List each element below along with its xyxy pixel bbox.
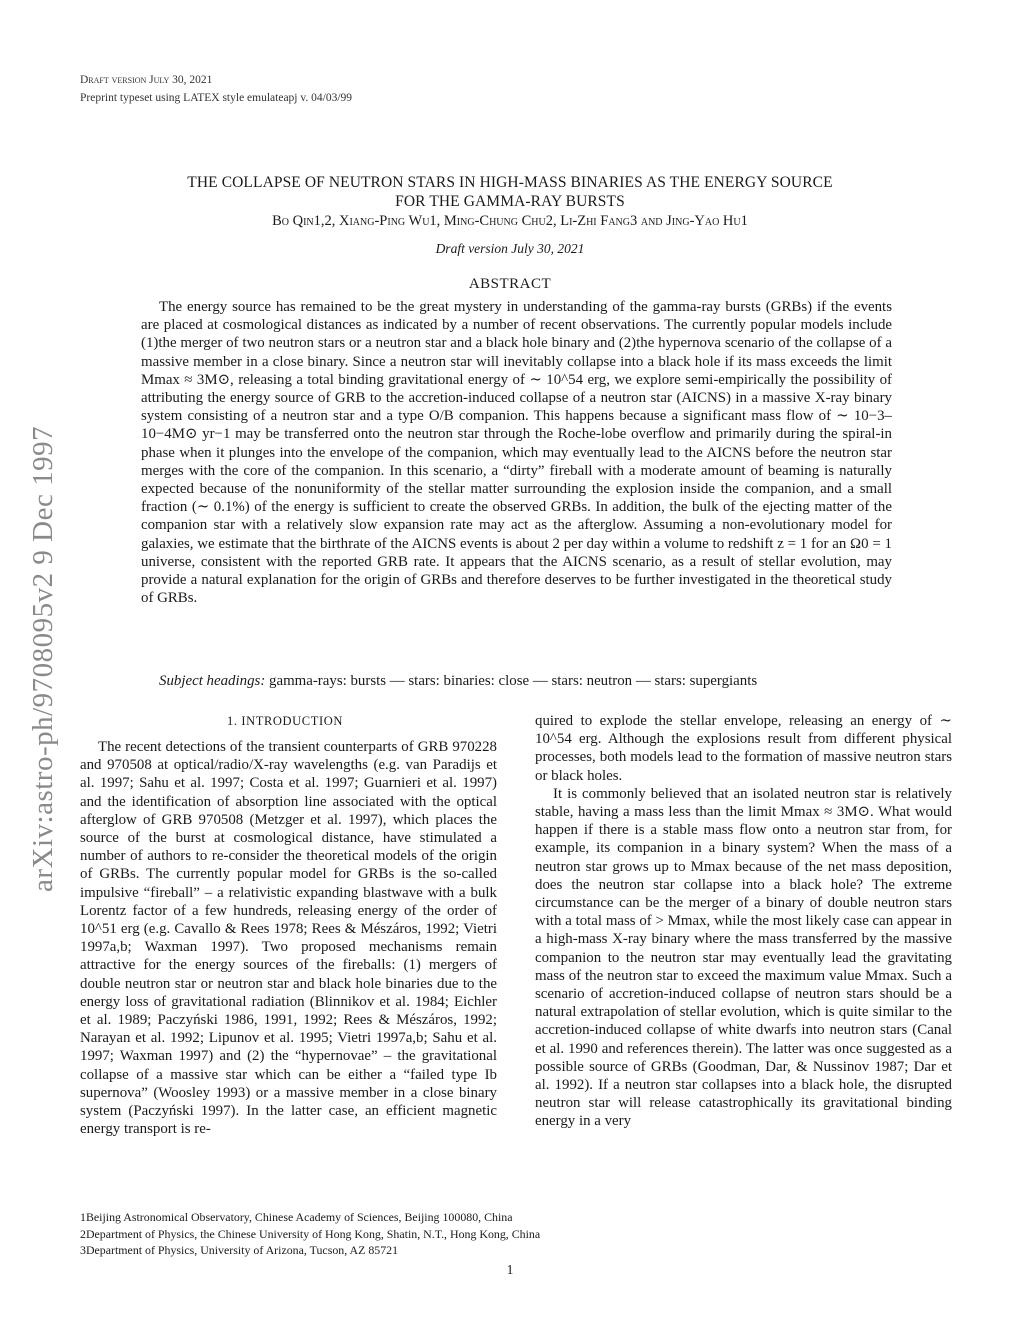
intro-paragraph-2: It is commonly believed that an isolated neutron star is relatively stable, having a mass less than the limit Mmax ≈ 3M⊙. What would happen if there is a stable mass flow onto a neutron star from, for example, its companion in a binary system? When the mass of a neutron star grows up to Mmax because of the net mass deposition, does the neutron star collapse into a black hole? The extreme circumstance can be the merger of a binary of double neutron stars with a total mass of > Mmax, while the most likely case can appear in a high-mass X-ray binary where the mass transferred by the massive companion to the neutron star may eventually lead the gravitating mass of the neutron star to exceed the maximum value Mmax. Such a scenario of accretion-induced collapse of neutron stars should be a natural extrapolation of stellar evolution, which is quite similar to the accretion-induced collapse of white dwarfs into neutron stars (Canal et al. 1990 and references therein). The latter was once suggested as a possible source of GRBs (Goodman, Dar, & Nussinov 1987; Dar et al. 1992). If a neutron star collapses into a black hole, the disrupted neutron star will release catastrophically its gravitational binding energy in a very — [535, 785, 952, 1130]
page-number: 1 — [506, 1262, 514, 1277]
footnotes — [80, 1209, 940, 1259]
intro-paragraph-continued: quired to explode the stellar envelope, releasing an energy of ∼ 10^54 erg. Although the explosions result from different physical processes, both models lead to the formation of massive neutron stars or black holes. — [535, 713, 952, 784]
paper-title-line2: FOR THE GAMMA-RAY BURSTS — [395, 193, 625, 210]
paper-date: Draft version July 30, 2021 — [435, 241, 585, 256]
arxiv-stamp-text: arXiv:astro-ph/9708095v2 9 Dec 1997 — [27, 425, 59, 892]
abstract-heading: ABSTRACT — [468, 276, 552, 292]
running-header-preprint: Preprint typeset using LATEX style emulateapj v. 04/03/99 — [80, 92, 353, 104]
abstract-body: The energy source has remained to be the great mystery in understanding of the gamma-ray bursts (GRBs) if the events are placed at cosmological distances as indicated by a number of recent observations. The currently popular models include (1)the merger of two neutron stars or a neutron star and a black hole binary and (2)the hypernova scenario of the collapse of a massive member in a close binary. Since a neutron star will inevitably collapse into a black hole if its mass exceeds the limit Mmax ≈ 3M⊙, releasing a total binding gravitational energy of ∼ 10^54 erg, we explore semi-empirically the possibility of attributing the energy source of GRB to the accretion-induced collapse of a neutron star (AICNS) in a massive X-ray binary system consisting of a neutron star and a type O/B companion. This happens because a significant mass flow of ∼ 10−3–10−4M⊙ yr−1 may be transferred onto the neutron star through the Roche-lobe overflow and primarily during the spiral-in phase when it plunges into the envelope of the companion, which may eventually lead to the AICNS before the neutron star merges with the core of the companion. In this scenario, a “dirty” fireball with a moderate amount of beaming is naturally expected because of the nonuniformity of the stellar matter surrounding the explosion inside the companion, and a small fraction (∼ 0.1%) of the energy is sufficient to create the observed GRBs. In addition, the bulk of the ejecting matter of the companion star with a relatively slow expansion rate may act as the afterglow. Assuming a non-evolutionary model for galaxies, we estimate that the birthrate of the AICNS events is about 2 per day within a volume to redshift z = 1 for an Ω0 = 1 universe, consistent with the reported GRB rate. It appears that the AICNS scenario, as a result of stellar evolution, may provide a natural explanation for the origin of GRBs and therefore deserves to be further investigated in the theoretical study of GRBs. — [141, 299, 892, 607]
author-list: Bo Qin1,2, Xiang-Ping Wu1, Ming-Chung Chu2, Li-Zhi Fang3 and Jing-Yao Hu1 — [272, 213, 748, 229]
right-column — [535, 712, 952, 1131]
subject-headings — [141, 672, 892, 690]
arxiv-stamp — [22, 340, 62, 900]
footnote-3: 3Department of Physics, University of Arizona, Tucson, AZ 85721 — [80, 1243, 399, 1257]
subject-headings-list: gamma-rays: bursts — stars: binaries: close — stars: neutron — stars: supergiants — [269, 673, 758, 689]
subject-headings-label: Subject headings: — [159, 673, 266, 689]
intro-paragraph-1: The recent detections of the transient counterparts of GRB 970228 and 970508 at optical/radio/X-ray wavelengths (e.g. van Paradijs et al. 1997; Sahu et al. 1997; Costa et al. 1997; Guarnieri et al. 1997) and the identification of absorption line associated with the optical afterglow of GRB 970508 (Metzger et al. 1997), which places the source of the burst at cosmological distance, have stimulated a number of authors to re-consider the theoretical models of the origin of GRBs. The currently popular model for GRBs is the so-called impulsive “fireball” – a relativistic expanding blastwave with a bulk Lorentz factor of a few hundreds, releasing energy of the order of 10^51 erg (e.g. Cavallo & Rees 1978; Rees & Mészáros, 1992; Vietri 1997a,b; Waxman 1997). Two proposed mechanisms remain attractive for the energy sources of the fireballs: (1) mergers of double neutron star or neutron star and black hole binaries due to the energy loss of gravitational radiation (Blinnikov et al. 1984; Eichler et al. 1989; Paczyński 1986, 1991, 1992; Rees & Mészáros, 1992; Narayan et al. 1992; Lipunov et al. 1995; Vietri 1997a,b; Sahu et al. 1997; Waxman 1997) and (2) the “hypernovae” – the gravitational collapse of a massive star which can be either a “failed type Ib supernova” (Woosley 1993) or a massive member in a close binary system (Paczyński 1997). In the latter case, an efficient magnetic energy transport is re- — [80, 739, 497, 1138]
section-heading-introduction: 1. INTRODUCTION — [227, 714, 343, 728]
footnote-2: 2Department of Physics, the Chinese University of Hong Kong, Shatin, N.T., Hong Kong, China — [80, 1226, 541, 1241]
footnote-1: 1Beijing Astronomical Observatory, Chinese Academy of Sciences, Beijing 100080, China — [80, 1210, 513, 1224]
left-column — [80, 738, 497, 1138]
paper-title-line1: THE COLLAPSE OF NEUTRON STARS IN HIGH-MASS BINARIES AS THE ENERGY SOURCE — [187, 174, 833, 191]
running-header-draft: Draft version July 30, 2021 — [80, 74, 213, 86]
